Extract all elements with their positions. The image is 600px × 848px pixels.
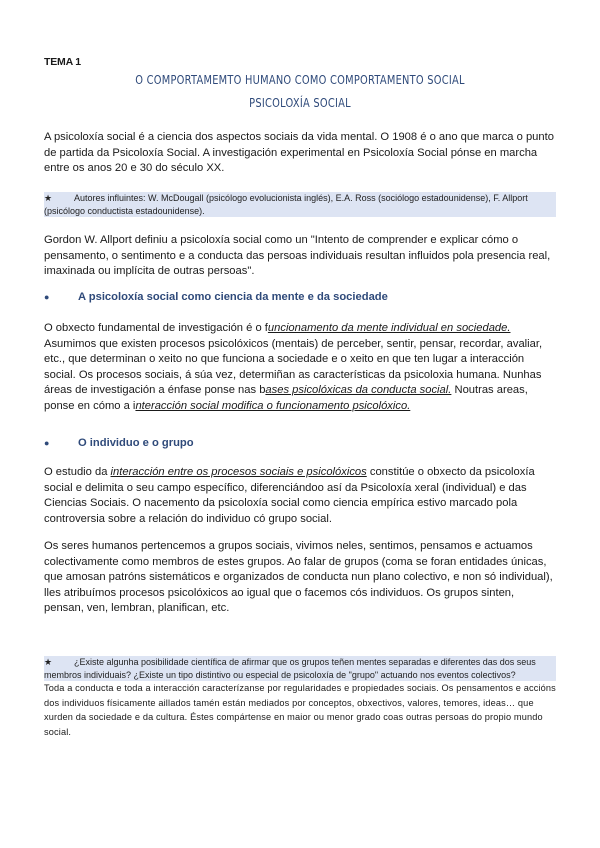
section1-paragraph (44, 321, 556, 414)
emphasis-text: uncionamento da mente individual en sociedade. (267, 322, 511, 334)
bullet-icon: ● (44, 292, 50, 302)
topic-label: TEMA 1 (44, 56, 81, 68)
section1-heading: A psicoloxía social como ciencia da mente e da sociedade (78, 291, 388, 303)
question-note (44, 656, 556, 681)
document-subtitle: PSICOLOXÍA SOCIAL (249, 96, 351, 110)
star-icon: ★ (44, 657, 53, 667)
section2-paragraph-2: Os seres humanos pertencemos a grupos sociais, vivimos neles, sentimos, pensamos e actuamos colectivamente como membros de estes grupos. Ao falar de grupos (coma se foran entidades únicas, que amosan patróns sistemáticos e organizados de conducta nun plano colectivo, e non só individual), lles atribuímos procesos psicolóxicos ao igual que o facemos cós individuos. Os grupos sinten, pensan, ven, lembran, planifican, etc. (44, 540, 553, 614)
section-heading-mind-society (44, 291, 388, 303)
emphasis-text: nteracción social modifica o funcionamento psicolóxico. (135, 399, 411, 412)
section-heading-individual-group (44, 437, 194, 449)
text-run: O estudio da (44, 466, 111, 478)
intro-paragraph: A psicoloxía social é a ciencia dos aspectos sociais da vida mental. O 1908 é o ano que marca o punto de partida da Psicoloxía Social. A investigación experimental en Psicoloxía Social pónse en marcha entre os anos 20 e 30 do século XX. (44, 131, 554, 174)
emphasis-text: ases psicolóxicas da conducta social. (265, 384, 452, 396)
question-text: ¿Existe algunha posibilidade científica de afirmar que os grupos teñen mentes separadas e diferentes das dos seus membros individuais? ¿Existe un tipo distintivo ou especial de psicoloxía de "grupo" actuando nos eventos colectivos? (44, 657, 536, 680)
text-run: constitúe o obxecto da psicoloxía social e delimita o seu campo específico, diferenciándoo así da Psicoloxía xeral (individual) e das Ciencias Sociais. O nacemento da psicoloxía social como ciencia empírica estivo marcado pola controversia sobre a relación do individuo có grupo social. (44, 466, 535, 525)
star-icon: ★ (44, 193, 53, 203)
answer-paragraph: Toda a conducta e toda a interacción caracterízanse por regularidades e propiedades sociais. Os pensamentos e accións dos individuos físicamente aillados tamén están mediados por conceptos, obxectivos, valores, temores, ideas… que xurden da sociedade e da cultura. Éstes compártense en maior ou menor grado coas outras persoas do propio mundo social. (44, 683, 556, 737)
authors-note (44, 192, 556, 217)
text-run: Noutras areas, ponse en cómo a i (44, 384, 528, 412)
text-run: O obxecto fundamental de investigación é o f (44, 322, 268, 334)
bullet-icon: ● (44, 438, 50, 448)
section2-paragraph-1 (44, 465, 556, 527)
emphasis-text: interacción entre os procesos sociais e psicolóxicos (110, 466, 367, 478)
authors-text: Autores influintes: W. McDougall (psicólogo evolucionista inglés), E.A. Ross (sociólogo estadounidense), F. Allport (psicólogo conductista estadounidense). (44, 193, 528, 216)
allport-definition: Gordon W. Allport definiu a psicoloxía social como un "Intento de comprender e explicar cómo o pensamento, o sentimento e a conducta das persoas individuais resultan influidos pola presencia real, imaxinada ou implícita de outras persoas". (44, 234, 551, 277)
document-title: O COMPORTAMEMTO HUMANO COMO COMPORTAMENTO SOCIAL (135, 73, 465, 87)
section2-heading: O individuo e o grupo (78, 437, 194, 449)
text-run: Asumimos que existen procesos psicolóxicos (mentais) de perceber, sentir, pensar, recordar, avaliar, etc., que determinan o xeito no que funciona a sociedade e o xeito en que ten lugar a interacción social. Os procesos sociais, á súa vez, determiñan as características da psicoloxia humana. Nunhas áreas de investigación a énfase ponse nas b (44, 337, 543, 396)
